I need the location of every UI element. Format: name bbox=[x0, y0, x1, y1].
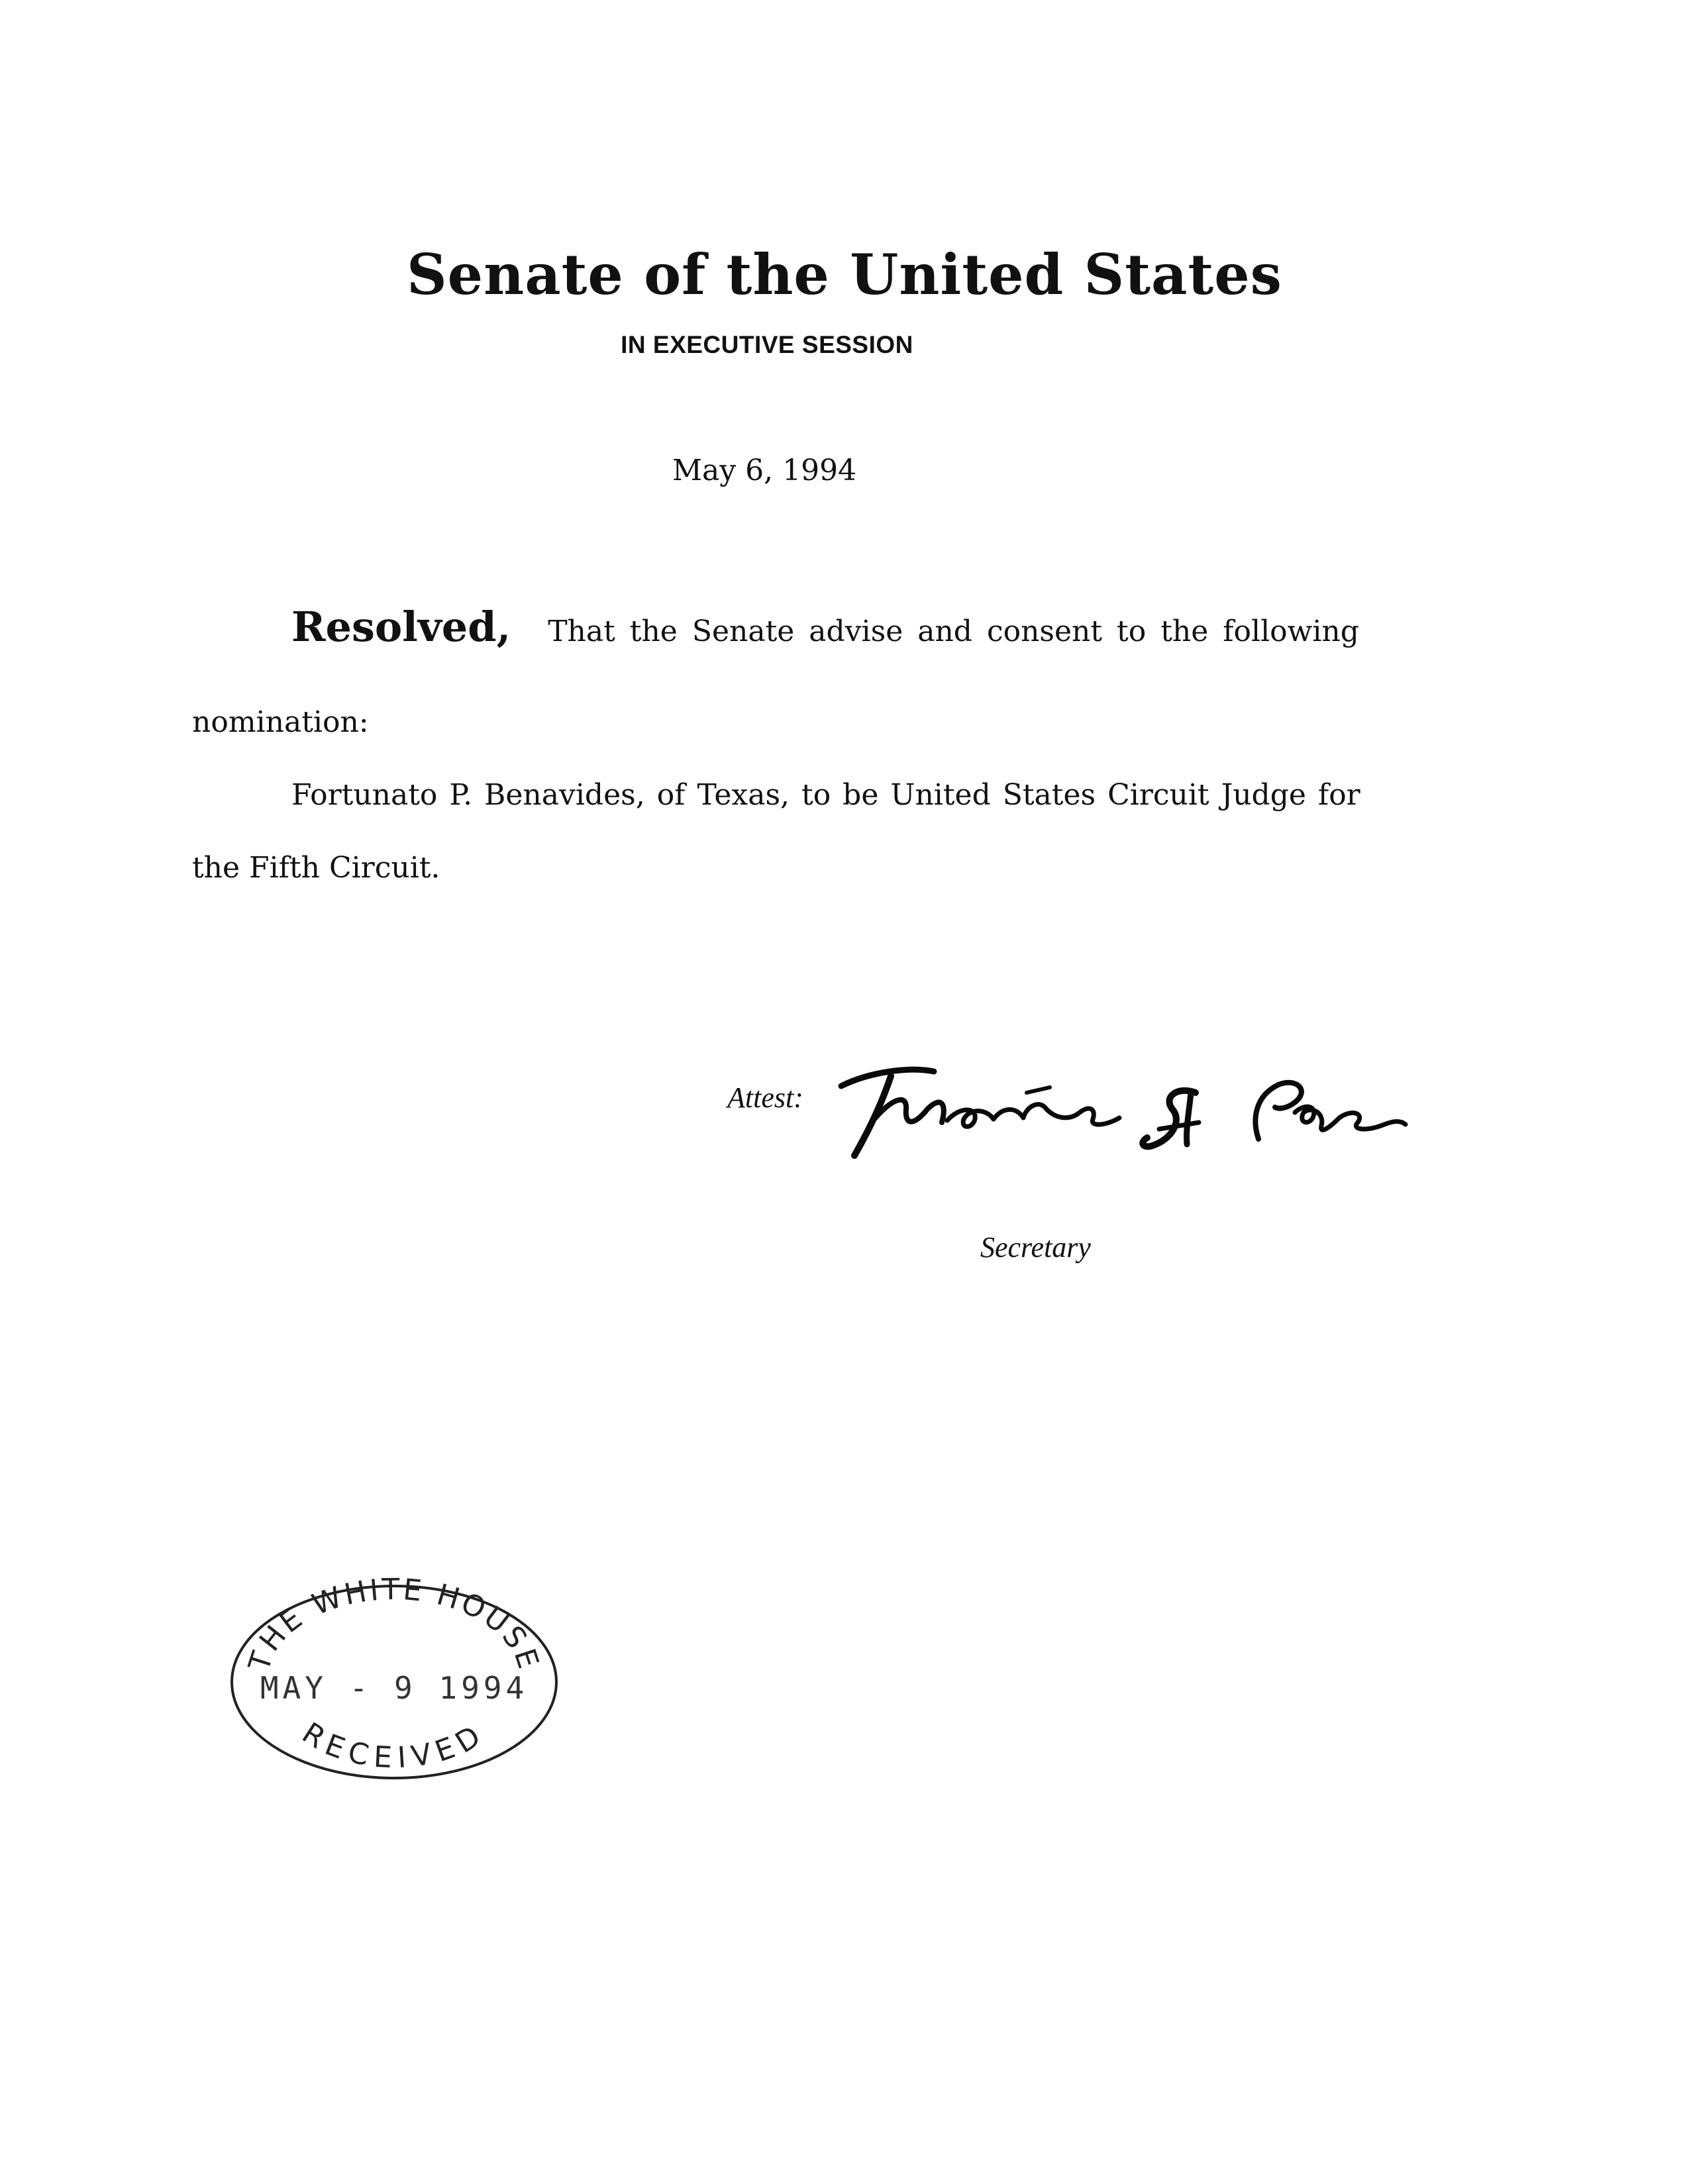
received-stamp bbox=[222, 1573, 566, 1785]
resolved-word: Resolved, bbox=[291, 603, 511, 651]
stamp-bottom-text: RECEIVED bbox=[296, 1716, 492, 1775]
nominee-line-2: the Fifth Circuit. bbox=[192, 851, 440, 885]
nominee-line-1: Fortunato P. Benavides, of Texas, to be United States Circuit Judge for bbox=[291, 778, 1360, 812]
document-subtitle: IN EXECUTIVE SESSION bbox=[621, 331, 913, 358]
resolution-first-line bbox=[291, 603, 1378, 651]
handwritten-signature bbox=[828, 1046, 1411, 1179]
svg-text:RECEIVED bbox=[296, 1716, 492, 1775]
document-title: Senate of the United States bbox=[407, 242, 1282, 307]
stamp-top-text: THE WHITE HOUSE bbox=[242, 1573, 546, 1675]
resolution-text-continued: nomination: bbox=[192, 705, 369, 739]
svg-text:THE WHITE HOUSE bbox=[242, 1573, 546, 1675]
document-date: May 6, 1994 bbox=[672, 454, 857, 487]
stamp-date-text: MAY - 9 1994 bbox=[260, 1670, 529, 1706]
attest-label: Attest: bbox=[727, 1081, 803, 1114]
resolution-text: That the Senate advise and consent to the following bbox=[548, 615, 1359, 648]
secretary-label: Secretary bbox=[980, 1231, 1091, 1264]
